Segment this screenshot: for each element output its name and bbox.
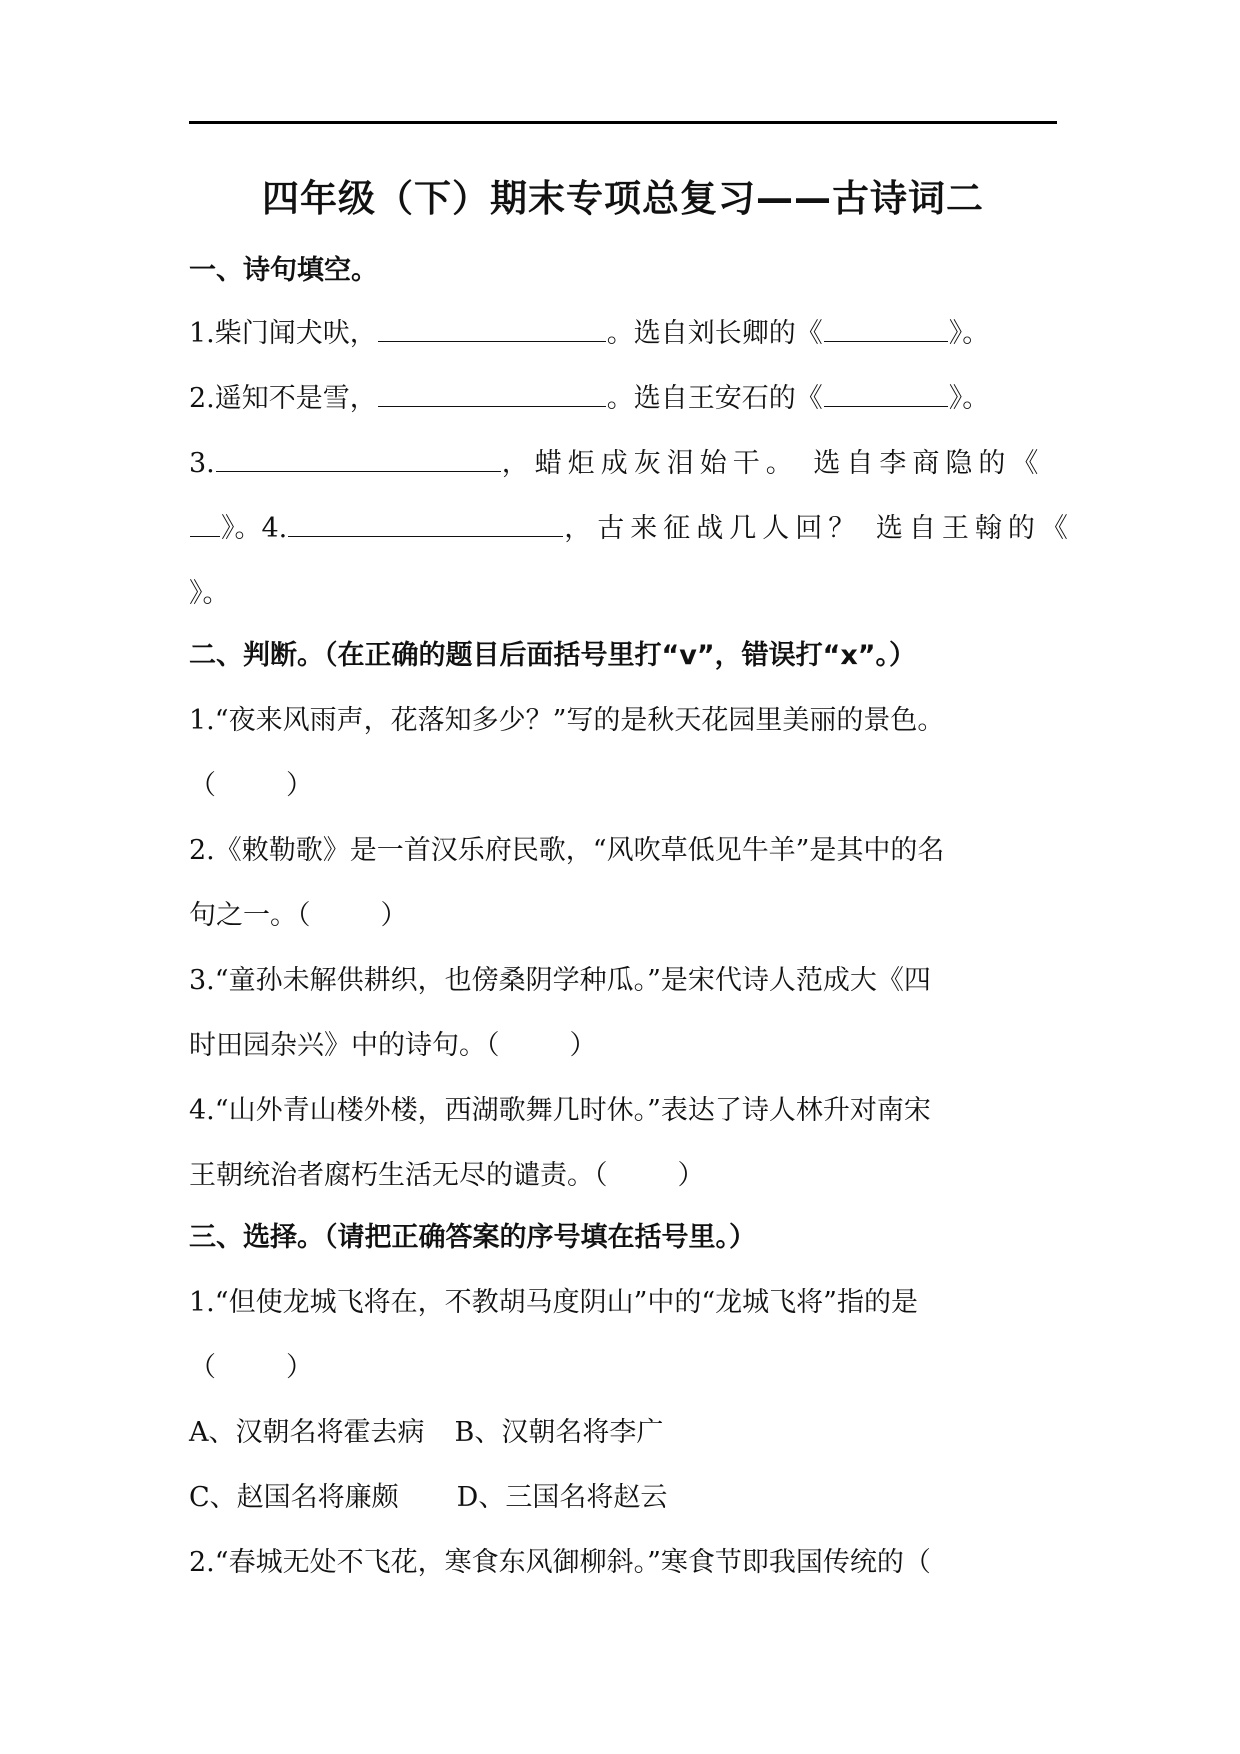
s2-q2-line1: 2.《敕勒歌》是一首汉乐府民歌，“风吹草低见牛羊”是其中的名 (189, 835, 945, 866)
s1-q2-pre: 2.遥知不是雪， (189, 383, 377, 414)
s1-question-3 (189, 441, 1044, 480)
s3-q1-line1: 1.“但使龙城飞将在，不教胡马度阴山”中的“龙城飞将”指的是 (189, 1287, 918, 1318)
s2-q4-paren-close: ） (677, 1160, 705, 1191)
s3-q1-options-cd (189, 1475, 667, 1514)
s3-option-d[interactable]: D、三国名将赵云 (456, 1482, 668, 1513)
s1-q1-pre: 1.柴门闻犬吠， (189, 318, 377, 349)
s3-q1-paren-close: ） (286, 1352, 313, 1383)
s1-q4-mid: ，古来征战几人回？ 选自王翰的《 (564, 513, 1074, 544)
s3-q1-options-ab (189, 1410, 663, 1449)
s2-q2-text: 句之一。（ (189, 900, 311, 931)
s1-q4-end: 》。 (189, 578, 230, 609)
s1-q2-blank-line[interactable] (378, 379, 606, 407)
s2-q3-text: 时田园杂兴》中的诗句。（ (189, 1030, 500, 1061)
s2-q1-paren-close: ） (286, 770, 313, 801)
s1-question-2 (189, 376, 989, 415)
s1-q4-blank-line[interactable] (288, 509, 563, 537)
s3-q1-paren-open: （ (189, 1352, 216, 1383)
s1-question-4 (189, 506, 1074, 545)
section3-heading: 三、选择。（请把正确答案的序号填在括号里。） (189, 1222, 756, 1253)
s1-q3-blank-title[interactable] (190, 509, 220, 537)
s2-q1-line1: 1.“夜来风雨声，花落知多少？”写的是秋天花园里美丽的景色。 (189, 705, 945, 736)
s1-q3-pre: 3. (189, 448, 215, 479)
s2-q3-line1: 3.“童孙未解供耕织，也傍桑阴学种瓜。”是宋代诗人范成大《四 (189, 965, 931, 996)
header-rule (189, 121, 1057, 124)
s1-q2-post: 》。 (948, 383, 990, 414)
s2-q2-line2 (189, 893, 408, 932)
s1-q3-mid: ，蜡炬成灰泪始干。 选自李商隐的《 (501, 448, 1045, 479)
s1-q2-mid: 。选自王安石的《 (606, 383, 823, 414)
page-title: 四年级（下）期末专项总复习——古诗词二 (262, 177, 984, 220)
s3-q2-line1: 2.“春城无处不飞花，寒食东风御柳斜。”寒食节即我国传统的（ (189, 1547, 931, 1578)
s2-q1-paren-open: （ (189, 770, 216, 801)
s3-option-a[interactable]: A、汉朝名将霍去病 (189, 1417, 425, 1448)
s3-option-b[interactable]: B、汉朝名将李广 (454, 1417, 664, 1448)
s1-q1-blank-line[interactable] (378, 314, 606, 342)
s2-q1-answer (189, 763, 313, 802)
s1-q1-mid: 。选自刘长卿的《 (606, 318, 823, 349)
s1-q4-pre: 4. (261, 513, 288, 544)
s2-q3-paren-close: ） (569, 1030, 597, 1061)
s2-q3-line2 (189, 1023, 597, 1062)
s1-q1-blank-title[interactable] (824, 314, 948, 342)
s2-q4-text: 王朝统治者腐朽生活无尽的谴责。（ (189, 1160, 608, 1191)
s2-q4-line1: 4.“山外青山楼外楼，西湖歌舞几时休。”表达了诗人林升对南宋 (189, 1095, 931, 1126)
s3-option-c[interactable]: C、赵国名将廉颇 (189, 1482, 399, 1513)
section2-heading: 二、判断。（在正确的题目后面括号里打“v”，错误打“x”。） (189, 640, 916, 671)
section1-heading: 一、诗句填空。 (189, 255, 378, 286)
s1-q4-end-line (189, 571, 230, 610)
s1-q2-blank-title[interactable] (824, 379, 948, 407)
s1-q3-end: 》。 (221, 513, 262, 544)
s1-q1-post: 》。 (948, 318, 990, 349)
s1-q3-blank-line[interactable] (216, 444, 501, 472)
s1-question-1 (189, 311, 989, 350)
s2-q4-line2 (189, 1153, 705, 1192)
s3-q1-answer (189, 1345, 313, 1384)
s2-q2-paren-close: ） (380, 900, 408, 931)
